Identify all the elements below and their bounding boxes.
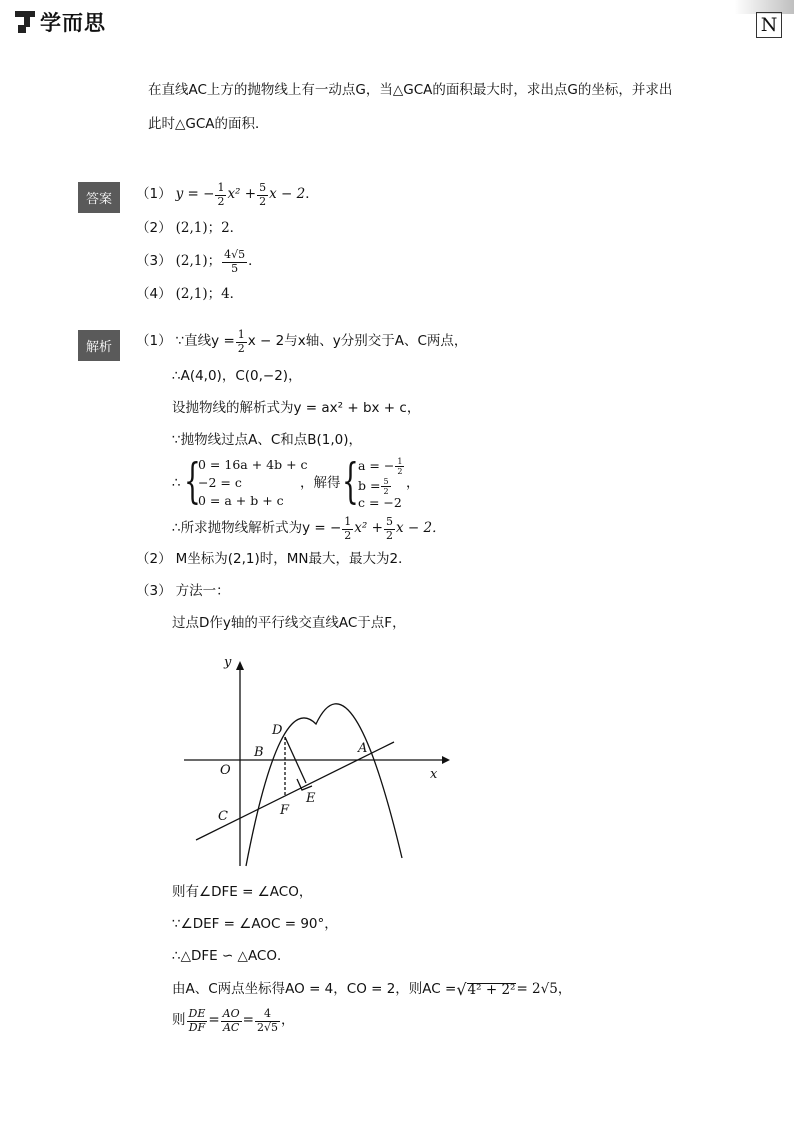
geometry-figure — [180, 648, 450, 868]
eq-line: 0 = 16a + 4b + c — [198, 457, 308, 472]
text: x − 2与x轴、y分别交于A、C两点， — [247, 333, 468, 350]
analysis-p1-line1 — [136, 327, 467, 357]
analysis-after-5: 则 $\frac{DE}{DF}$ = $\frac{AO}{AC}$ = $\frac{4}{2√5}$ ， — [172, 1006, 295, 1034]
text: ∵直线y = — [175, 333, 235, 350]
fraction: $\frac{4}{2√5}$ — [256, 1006, 278, 1034]
sol-line: a = − $\frac{1}{2}$ — [358, 457, 403, 477]
therefore-symbol: ∴ — [172, 475, 181, 491]
left-brace-icon: { — [342, 453, 359, 509]
analysis-p1-line4: ∵抛物线过点A、C和点B(1,0)， — [172, 432, 363, 448]
part-num: （1） — [136, 333, 172, 350]
analysis-after-1: 则有∠DFE = ∠ACO， — [172, 884, 313, 900]
analysis-p1-final: ∴所求抛物线解析式为y = − $\frac{1}{2}$ x² + $\frac{5}{2}$ x − 2． — [172, 514, 446, 542]
answer-num: （4） — [136, 286, 172, 302]
analysis-after-2: ∵∠DEF = ∠AOC = 90°， — [172, 916, 338, 932]
question-line-1: 在直线AC上方的抛物线上有一动点G，当△GCA的面积最大时，求出点G的坐标，并求出 — [148, 82, 673, 98]
label-o: O — [220, 763, 231, 778]
eq-line: 0 = a + b + c — [198, 493, 284, 508]
answer-item-4 — [136, 288, 243, 302]
label-x: x — [430, 767, 438, 782]
analysis-p1-line2: ∴A(4,0)，C(0,−2)， — [172, 368, 302, 384]
question-line-2: 此时△GCA的面积． — [148, 116, 269, 132]
label-d: D — [272, 723, 283, 738]
answer-text: (2,1)；2． — [175, 220, 244, 236]
eq-line: −2 = c — [198, 475, 242, 490]
fraction: $\frac{4√5}{5}$ — [224, 247, 246, 275]
fraction: $\frac{1}{2}$ — [237, 327, 245, 355]
math: y = − — [175, 186, 215, 203]
left-brace-icon: { — [184, 453, 201, 509]
punct: ． — [305, 186, 319, 203]
fraction: $\frac{5}{2}$ — [259, 180, 267, 208]
logo-text: 学而思 — [40, 11, 106, 35]
analysis-p3: （3） 方法一： — [136, 583, 230, 599]
sol-line: b = $\frac{5}{2}$ — [358, 477, 389, 497]
punct: ， — [406, 475, 420, 491]
answer-item-3 — [136, 246, 262, 278]
answer-text: (2,1)； — [175, 253, 222, 270]
fraction: $\frac{1}{2}$ — [217, 180, 225, 208]
line-ac — [196, 742, 394, 840]
answer-num: （1） — [136, 186, 172, 203]
analysis-tag: 解析 — [78, 330, 120, 361]
x-axis-arrow-icon — [442, 756, 450, 764]
logo — [14, 8, 106, 36]
punct: ． — [248, 253, 262, 270]
answer-text: (2,1)；4． — [175, 286, 244, 302]
sol-line: c = −2 — [358, 495, 402, 510]
y-axis-arrow-icon — [236, 661, 244, 670]
analysis-p2: （2） M坐标为(2,1)时，MN最大，最大为2． — [136, 551, 412, 567]
answer-num: （3） — [136, 253, 172, 270]
label-b: B — [254, 745, 264, 760]
answer-item-2 — [136, 222, 243, 236]
label-f: F — [280, 803, 290, 818]
analysis-after-4: 由A、C两点坐标得AO = 4，CO = 2，则AC = √ 4² + 2² = 2√5， — [172, 980, 572, 999]
brand-badge: N — [756, 12, 782, 38]
label-y: y — [224, 655, 232, 670]
equation-systems — [172, 455, 472, 513]
answer-tag: 答案 — [78, 182, 120, 213]
solve-text: ，解得 — [300, 475, 341, 491]
sqrt-content: 4² + 2² — [467, 981, 516, 998]
answer-item-1 — [136, 180, 319, 210]
label-e: E — [306, 791, 316, 806]
fraction: $\frac{DE}{DF}$ — [188, 1006, 206, 1034]
fraction: $\frac{5}{2}$ — [385, 514, 393, 542]
logo-mark-icon — [14, 10, 36, 34]
fraction: $\frac{1}{2}$ — [344, 514, 352, 542]
math: x − 2 — [269, 186, 306, 203]
math: x² + — [227, 186, 257, 203]
analysis-p3-line1: 过点D作y轴的平行线交直线AC于点F， — [172, 615, 406, 631]
sqrt-icon: √ — [456, 980, 467, 999]
analysis-after-3: ∴△DFE ∽ △ACO． — [172, 948, 291, 964]
analysis-p1-line3: 设抛物线的解析式为y = ax² + bx + c， — [172, 400, 421, 416]
label-c: C — [218, 809, 228, 824]
fraction: $\frac{AO}{AC}$ — [222, 1006, 240, 1034]
label-a: A — [358, 741, 368, 756]
parabola — [246, 704, 402, 866]
answer-num: （2） — [136, 220, 172, 236]
